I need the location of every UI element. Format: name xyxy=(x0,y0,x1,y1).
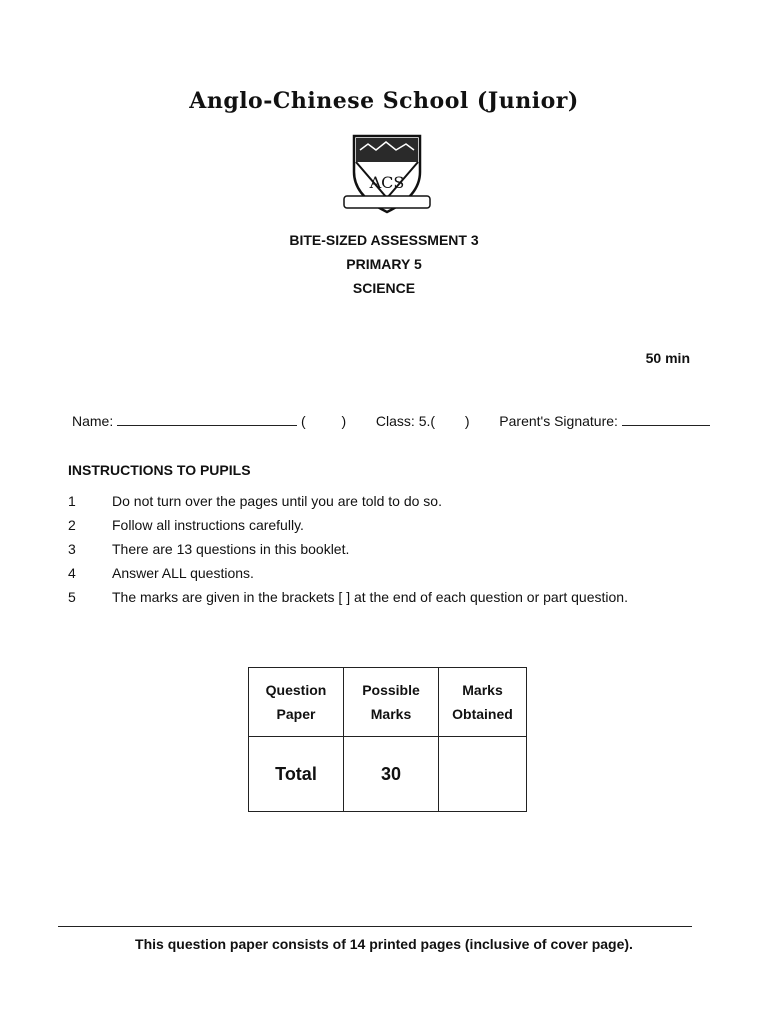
obtained-total-field[interactable] xyxy=(439,737,527,812)
total-label: Total xyxy=(249,737,344,812)
name-label: Name: xyxy=(72,413,114,429)
duration-label: 50 min xyxy=(645,350,690,366)
instruction-item: 2 Follow all instructions carefully. xyxy=(68,517,304,533)
name-field[interactable] xyxy=(117,413,297,426)
svg-text:ACS: ACS xyxy=(369,173,405,192)
school-crest-icon xyxy=(342,132,432,218)
register-open: ( xyxy=(301,413,306,429)
footer-divider xyxy=(58,926,692,927)
school-name: Anglo-Chinese School (Junior) xyxy=(189,88,579,114)
instruction-item: 1 Do not turn over the pages until you are told to do so. xyxy=(68,493,442,509)
header-marks-obtained: Marks Obtained xyxy=(439,668,527,737)
assessment-title: BITE-SIZED ASSESSMENT 3 xyxy=(289,232,479,248)
class-close: ) xyxy=(464,413,470,429)
instruction-item: 4 Answer ALL questions. xyxy=(68,565,254,581)
header-possible-marks: Possible Marks xyxy=(344,668,439,737)
possible-total: 30 xyxy=(344,737,439,812)
subject-title: SCIENCE xyxy=(352,280,416,296)
signature-label: Parent's Signature: xyxy=(499,413,618,429)
student-details-line xyxy=(72,413,710,429)
class-label: Class: 5.( xyxy=(375,413,436,429)
register-close: ) xyxy=(341,413,347,429)
instruction-item: 3 There are 13 questions in this booklet. xyxy=(68,541,350,557)
header-question-paper: Question Paper xyxy=(249,668,344,737)
page-count-note: This question paper consists of 14 printed pages (inclusive of cover page). xyxy=(135,936,633,952)
level-title: PRIMARY 5 xyxy=(346,256,422,272)
instructions-heading: INSTRUCTIONS TO PUPILS xyxy=(68,462,251,478)
signature-field[interactable] xyxy=(622,413,710,426)
marks-table xyxy=(248,667,527,812)
instruction-item: 5 The marks are given in the brackets [ ] at the end of each question or part question. xyxy=(68,589,628,605)
